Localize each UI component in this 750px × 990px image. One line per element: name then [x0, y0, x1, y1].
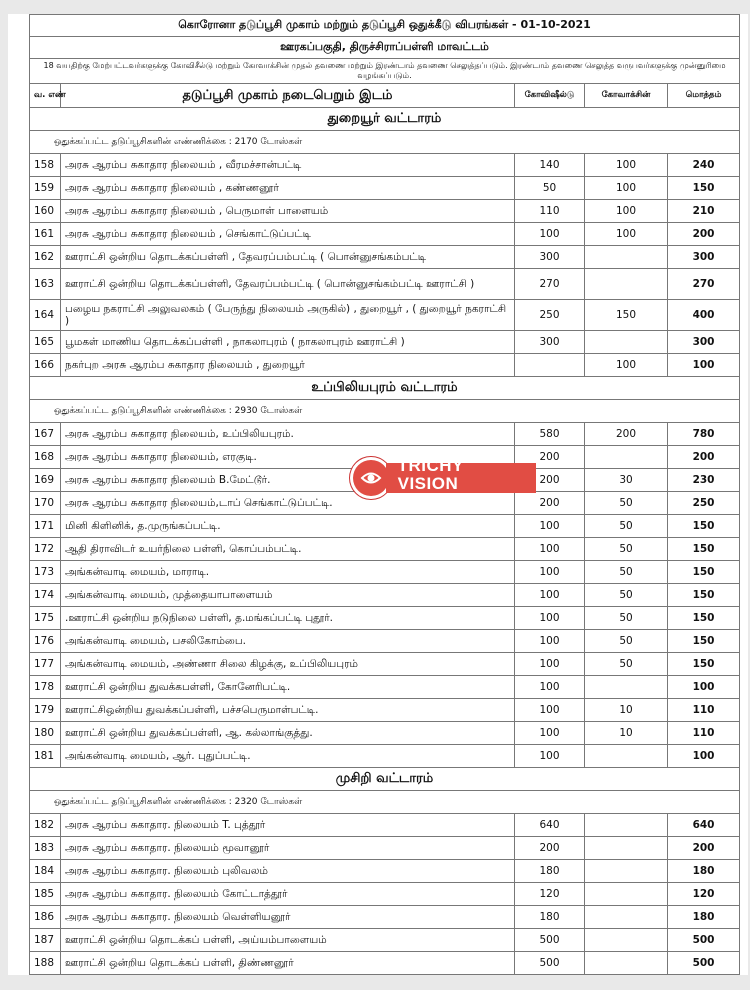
- cell-covishield: 100: [515, 515, 585, 538]
- table-row: [30, 883, 740, 906]
- table-row: [30, 246, 740, 269]
- cell-serial-number: 165: [30, 331, 61, 354]
- table-row: [30, 653, 740, 676]
- cell-place: அரசு ஆரம்ப சுகாதார நிலையம், எரகுடி.: [61, 446, 515, 469]
- column-header-place: தடுப்பூசி முகாம் நடைபெறும் இடம்: [61, 84, 515, 108]
- cell-serial-number: 174: [30, 584, 61, 607]
- cell-covishield: 580: [515, 423, 585, 446]
- cell-place: அரசு ஆரம்ப சுகாதார நிலையம் , வீரமச்சான்பட்டி: [61, 154, 515, 177]
- cell-covishield: 100: [515, 538, 585, 561]
- cell-place: ஊராட்சிஒன்றிய துவக்கப்பள்ளி, பச்சபெருமாள்பட்டி.: [61, 699, 515, 722]
- cell-covishield: [515, 354, 585, 377]
- table-row: [30, 200, 740, 223]
- cell-place: அங்கன்வாடி மையம், மாராடி.: [61, 561, 515, 584]
- cell-place: அரசு ஆரம்ப சுகாதார. நிலையம் கோட்டாத்தூர்: [61, 883, 515, 906]
- cell-serial-number: 167: [30, 423, 61, 446]
- cell-covaxin: 50: [585, 607, 668, 630]
- cell-total: 150: [668, 607, 740, 630]
- cell-place: அங்கன்வாடி மையம், அண்ணா சிலை கிழக்கு, உப்பிலியபுரம்: [61, 653, 515, 676]
- cell-serial-number: 172: [30, 538, 61, 561]
- cell-total: 200: [668, 223, 740, 246]
- cell-place: ஊராட்சி ஒன்றிய துவக்கபள்ளி, கோனேரிபட்டி.: [61, 676, 515, 699]
- cell-total: 180: [668, 906, 740, 929]
- section-header-row: [30, 768, 740, 791]
- table-row: [30, 354, 740, 377]
- cell-serial-number: 166: [30, 354, 61, 377]
- cell-total: 270: [668, 269, 740, 300]
- cell-covaxin: [585, 883, 668, 906]
- cell-total: 120: [668, 883, 740, 906]
- section-header-row: [30, 108, 740, 131]
- table-row: [30, 154, 740, 177]
- page-title: கொரோனா தடுப்பூசி முகாம் மற்றும் தடுப்பூசி ஒதுக்கீடு விபரங்கள் - 01-10-2021: [30, 15, 740, 37]
- cell-serial-number: 164: [30, 300, 61, 331]
- cell-covishield: 100: [515, 630, 585, 653]
- cell-serial-number: 183: [30, 837, 61, 860]
- cell-covaxin: 100: [585, 354, 668, 377]
- cell-covaxin: 50: [585, 515, 668, 538]
- table-row: [30, 745, 740, 768]
- cell-total: 250: [668, 492, 740, 515]
- cell-place: அரசு ஆரம்ப சுகாதார. நிலையம் வெள்ளியனூர்: [61, 906, 515, 929]
- column-header-covaxin: கோவாக்சின்: [585, 84, 668, 108]
- cell-serial-number: 178: [30, 676, 61, 699]
- cell-serial-number: 180: [30, 722, 61, 745]
- cell-serial-number: 160: [30, 200, 61, 223]
- cell-covishield: 100: [515, 676, 585, 699]
- table-row: [30, 630, 740, 653]
- cell-place: அரசு ஆரம்ப சுகாதார நிலையம் , கண்ணனூர்: [61, 177, 515, 200]
- cell-covaxin: 100: [585, 154, 668, 177]
- cell-covaxin: [585, 952, 668, 975]
- table-row: [30, 607, 740, 630]
- cell-serial-number: 170: [30, 492, 61, 515]
- cell-covaxin: 50: [585, 538, 668, 561]
- cell-total: 300: [668, 246, 740, 269]
- cell-covishield: 100: [515, 745, 585, 768]
- cell-total: 500: [668, 952, 740, 975]
- cell-covaxin: [585, 446, 668, 469]
- cell-covishield: 100: [515, 561, 585, 584]
- cell-covaxin: 100: [585, 200, 668, 223]
- section-title: துறையூர் வட்டாரம்: [30, 108, 740, 131]
- table-row: [30, 837, 740, 860]
- cell-serial-number: 162: [30, 246, 61, 269]
- cell-covishield: 200: [515, 837, 585, 860]
- cell-covishield: 100: [515, 223, 585, 246]
- cell-covishield: 100: [515, 722, 585, 745]
- cell-covaxin: [585, 269, 668, 300]
- cell-covaxin: [585, 906, 668, 929]
- cell-place: அரசு ஆரம்ப சுகாதார நிலையம் , பெருமாள் பாளையம்: [61, 200, 515, 223]
- eligibility-note: 18 வயதிற்கு மேற்பட்டவர்களுக்கு கோவிசீல்டு மற்றும் கோவாக்சின் முதல் தவணை மற்றும் இரண்டாம் தவணை செலுத்தப்படும். இரண்டாம் தவணை செலுத்த வருபவர்களுக்கு முன்னுரிமை வழங்கப்படும்.: [30, 59, 740, 84]
- cell-covaxin: 10: [585, 699, 668, 722]
- cell-covishield: 120: [515, 883, 585, 906]
- column-header-total: மொத்தம்: [668, 84, 740, 108]
- cell-covaxin: 10: [585, 722, 668, 745]
- cell-total: 150: [668, 561, 740, 584]
- table-row: [30, 722, 740, 745]
- table-row: [30, 952, 740, 975]
- cell-serial-number: 182: [30, 814, 61, 837]
- table-row: [30, 538, 740, 561]
- cell-covaxin: 30: [585, 469, 668, 492]
- table-row: [30, 223, 740, 246]
- table-row: [30, 561, 740, 584]
- cell-covishield: 200: [515, 469, 585, 492]
- cell-place: அரசு ஆரம்ப சுகாதார. நிலையம் புலிவலம்: [61, 860, 515, 883]
- cell-covaxin: [585, 837, 668, 860]
- cell-place: ஊராட்சி ஒன்றிய தொடக்கப்பள்ளி, தேவரப்பம்பட்டி ( பொன்னுசங்கம்பட்டி ஊராட்சி ): [61, 269, 515, 300]
- cell-place: அரசு ஆரம்ப சுகாதார நிலையம், உப்பிலியபுரம்.: [61, 423, 515, 446]
- dose-allocation-text: ஒதுக்கப்பட்ட தடுப்பூசிகளின் எண்ணிக்கை : 2930 டோஸ்கள்: [30, 400, 740, 423]
- cell-total: 240: [668, 154, 740, 177]
- table-row: [30, 269, 740, 300]
- table-row: [30, 906, 740, 929]
- cell-covaxin: 50: [585, 653, 668, 676]
- cell-covishield: 100: [515, 699, 585, 722]
- cell-covaxin: [585, 860, 668, 883]
- cell-covishield: 100: [515, 653, 585, 676]
- cell-serial-number: 168: [30, 446, 61, 469]
- cell-total: 400: [668, 300, 740, 331]
- document-page: [8, 14, 748, 975]
- cell-total: 100: [668, 354, 740, 377]
- dose-allocation-row: [30, 400, 740, 423]
- cell-total: 100: [668, 745, 740, 768]
- cell-covaxin: [585, 676, 668, 699]
- table-row: [30, 676, 740, 699]
- table-row: [30, 423, 740, 446]
- watermark-tagline: THE THIRD EYE: [476, 493, 528, 499]
- cell-total: 100: [668, 676, 740, 699]
- cell-serial-number: 171: [30, 515, 61, 538]
- cell-serial-number: 185: [30, 883, 61, 906]
- cell-place: அரசு ஆரம்ப சுகாதார நிலையம் B.மேட்டூர்.: [61, 469, 515, 492]
- cell-serial-number: 188: [30, 952, 61, 975]
- cell-total: 640: [668, 814, 740, 837]
- cell-total: 150: [668, 177, 740, 200]
- cell-place: ஊராட்சி ஒன்றிய தொடக்கப் பள்ளி, திண்ணனூர்: [61, 952, 515, 975]
- page-subtitle: ஊரகப்பகுதி, திருச்சிராப்பள்ளி மாவட்டம்: [30, 37, 740, 59]
- cell-covaxin: 100: [585, 223, 668, 246]
- cell-total: 150: [668, 584, 740, 607]
- cell-place: அரசு ஆரம்ப சுகாதார நிலையம்,டாப் செங்காட்டுப்பட்டி.: [61, 492, 515, 515]
- cell-serial-number: 187: [30, 929, 61, 952]
- cell-covaxin: [585, 331, 668, 354]
- watermark-banner: [386, 456, 536, 499]
- cell-covishield: 110: [515, 200, 585, 223]
- cell-covishield: 180: [515, 860, 585, 883]
- cell-serial-number: 177: [30, 653, 61, 676]
- cell-place: மினி கிளினிக், த.முருங்கப்பட்டி.: [61, 515, 515, 538]
- cell-covishield: 140: [515, 154, 585, 177]
- cell-place: பழைய நகராட்சி அலுவலகம் ( பேருந்து நிலையம் அருகில்) , துறையூர் , ( துறையூர் நகராட்சி ): [61, 300, 515, 331]
- cell-covaxin: [585, 745, 668, 768]
- cell-covaxin: 150: [585, 300, 668, 331]
- column-header-row: [30, 84, 740, 108]
- table-row: [30, 699, 740, 722]
- column-header-covishield: கோவிஷீல்டு: [515, 84, 585, 108]
- table-row: [30, 584, 740, 607]
- cell-place: ஆதி திராவிடர் உயர்நிலை பள்ளி, கொப்பம்பட்டி.: [61, 538, 515, 561]
- cell-total: 110: [668, 722, 740, 745]
- table-row: [30, 331, 740, 354]
- subtitle-row: [30, 37, 740, 59]
- title-row: [30, 15, 740, 37]
- cell-covishield: 100: [515, 584, 585, 607]
- cell-covishield: 500: [515, 929, 585, 952]
- cell-total: 500: [668, 929, 740, 952]
- table-row: [30, 177, 740, 200]
- cell-covaxin: [585, 246, 668, 269]
- cell-total: 300: [668, 331, 740, 354]
- cell-total: 150: [668, 653, 740, 676]
- cell-covaxin: 200: [585, 423, 668, 446]
- cell-covaxin: 50: [585, 561, 668, 584]
- note-row: [30, 59, 740, 84]
- cell-place: அங்கன்வாடி மையம், பசலிகோம்பை.: [61, 630, 515, 653]
- cell-covishield: 200: [515, 492, 585, 515]
- cell-covishield: 500: [515, 952, 585, 975]
- table-row: [30, 300, 740, 331]
- cell-serial-number: 161: [30, 223, 61, 246]
- cell-place: நகர்புற அரசு ஆரம்ப சுகாதார நிலையம் , துறையூர்: [61, 354, 515, 377]
- cell-covaxin: [585, 929, 668, 952]
- cell-place: ஊராட்சி ஒன்றிய தொடக்கப் பள்ளி, அய்யம்பாளையம்: [61, 929, 515, 952]
- cell-total: 180: [668, 860, 740, 883]
- cell-total: 150: [668, 630, 740, 653]
- cell-serial-number: 179: [30, 699, 61, 722]
- cell-total: 200: [668, 837, 740, 860]
- cell-serial-number: 158: [30, 154, 61, 177]
- cell-covaxin: [585, 814, 668, 837]
- cell-total: 150: [668, 515, 740, 538]
- section-header-row: [30, 377, 740, 400]
- cell-covishield: 200: [515, 446, 585, 469]
- cell-place: ஊராட்சி ஒன்றிய தொடக்கப்பள்ளி , தேவரப்பம்பட்டி ( பொன்னுசங்கம்பட்டி: [61, 246, 515, 269]
- cell-place: அங்கன்வாடி மையம், முத்தையாபாளையம்: [61, 584, 515, 607]
- cell-serial-number: 169: [30, 469, 61, 492]
- cell-place: பூமகள் மாணிய தொடக்கப்பள்ளி , நாகலாபுரம் ( நாகலாபுரம் ஊராட்சி ): [61, 331, 515, 354]
- cell-covishield: 180: [515, 906, 585, 929]
- cell-serial-number: 181: [30, 745, 61, 768]
- table-row: [30, 814, 740, 837]
- cell-covishield: 300: [515, 331, 585, 354]
- cell-serial-number: 176: [30, 630, 61, 653]
- cell-total: 780: [668, 423, 740, 446]
- cell-place: அரசு ஆரம்ப சுகாதார. நிலையம் மூவானூர்: [61, 837, 515, 860]
- cell-place: அரசு ஆரம்ப சுகாதார நிலையம் , செங்காட்டுப்பட்டி: [61, 223, 515, 246]
- watermark: [350, 456, 536, 500]
- dose-allocation-text: ஒதுக்கப்பட்ட தடுப்பூசிகளின் எண்ணிக்கை : 2320 டோஸ்கள்: [30, 791, 740, 814]
- cell-total: 150: [668, 538, 740, 561]
- table-row: [30, 929, 740, 952]
- dose-allocation-row: [30, 791, 740, 814]
- cell-covaxin: 100: [585, 177, 668, 200]
- cell-place: ஊராட்சி ஒன்றிய துவக்கப்பள்ளி, ஆ. கல்லாங்குத்து.: [61, 722, 515, 745]
- cell-place: .ஊராட்சி ஒன்றிய நடுநிலை பள்ளி, த.மங்கப்பட்டி புதூர்.: [61, 607, 515, 630]
- cell-place: அரசு ஆரம்ப சுகாதார. நிலையம் T. புத்தூர்: [61, 814, 515, 837]
- cell-serial-number: 163: [30, 269, 61, 300]
- cell-covaxin: 50: [585, 584, 668, 607]
- cell-serial-number: 173: [30, 561, 61, 584]
- cell-total: 230: [668, 469, 740, 492]
- table-row: [30, 515, 740, 538]
- cell-total: 200: [668, 446, 740, 469]
- cell-covishield: 640: [515, 814, 585, 837]
- cell-total: 210: [668, 200, 740, 223]
- cell-covaxin: 50: [585, 630, 668, 653]
- dose-allocation-text: ஒதுக்கப்பட்ட தடுப்பூசிகளின் எண்ணிக்கை : 2170 டோஸ்கள்: [30, 131, 740, 154]
- cell-covishield: 270: [515, 269, 585, 300]
- table-row: [30, 860, 740, 883]
- section-title: உப்பிலியபுரம் வட்டாரம்: [30, 377, 740, 400]
- section-title: முசிறி வட்டாரம்: [30, 768, 740, 791]
- cell-covishield: 50: [515, 177, 585, 200]
- watermark-text: TRICHY VISION: [397, 456, 464, 493]
- cell-total: 110: [668, 699, 740, 722]
- cell-serial-number: 186: [30, 906, 61, 929]
- cell-place: அங்கன்வாடி மையம், ஆர். புதுப்பட்டி.: [61, 745, 515, 768]
- cell-covishield: 100: [515, 607, 585, 630]
- cell-covishield: 250: [515, 300, 585, 331]
- cell-serial-number: 184: [30, 860, 61, 883]
- column-header-sno: வ. எண்: [30, 84, 61, 108]
- dose-allocation-row: [30, 131, 740, 154]
- cell-serial-number: 159: [30, 177, 61, 200]
- cell-serial-number: 175: [30, 607, 61, 630]
- cell-covishield: 300: [515, 246, 585, 269]
- cell-covaxin: 50: [585, 492, 668, 515]
